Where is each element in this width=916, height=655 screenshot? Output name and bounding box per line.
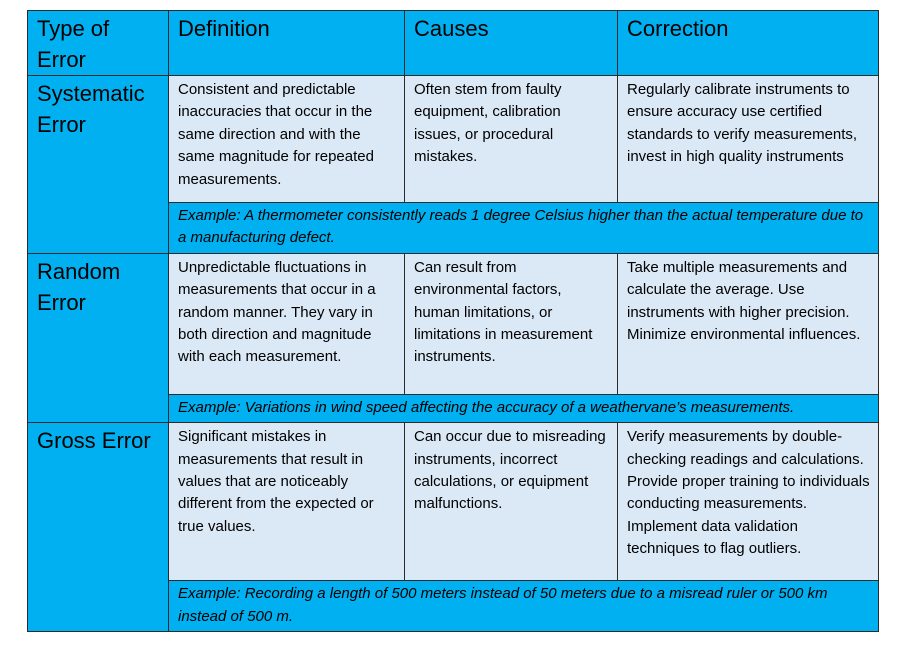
header-definition: Definition xyxy=(169,11,405,76)
table-header-row xyxy=(28,11,879,76)
example-gross: Example: Recording a length of 500 meters instead of 50 meters due to a misread ruler or 500 km instead of 500 m. xyxy=(169,581,879,632)
example-random: Example: Variations in wind speed affecting the accuracy of a weathervane’s measurements. xyxy=(169,394,879,422)
error-types-table-container xyxy=(27,10,879,632)
correction-systematic: Regularly calibrate instruments to ensure accuracy use certified standards to verify measurements, invest in high quality instruments xyxy=(618,76,879,203)
table-row xyxy=(28,253,879,394)
correction-gross: Verify measurements by double-checking readings and calculations. Provide proper training to individuals conducting measurements. Implement data validation techniques to flag outliers. xyxy=(618,423,879,581)
causes-gross: Can occur due to misreading instruments, incorrect calculations, or equipment malfunctions. xyxy=(405,423,618,581)
causes-systematic: Often stem from faulty equipment, calibration issues, or procedural mistakes. xyxy=(405,76,618,203)
correction-random: Take multiple measurements and calculate the average. Use instruments with higher precision. Minimize environmental influences. xyxy=(618,253,879,394)
definition-random: Unpredictable fluctuations in measurements that occur in a random manner. They vary in both direction and magnitude with each measurement. xyxy=(169,253,405,394)
error-type-systematic: Systematic Error xyxy=(28,76,169,254)
causes-random: Can result from environmental factors, human limitations, or limitations in measurement instruments. xyxy=(405,253,618,394)
error-type-gross: Gross Error xyxy=(28,423,169,632)
header-correction: Correction xyxy=(618,11,879,76)
example-systematic: Example: A thermometer consistently reads 1 degree Celsius higher than the actual temperature due to a manufacturing defect. xyxy=(169,203,879,254)
header-causes: Causes xyxy=(405,11,618,76)
header-type-of-error: Type of Error xyxy=(28,11,169,76)
table-row xyxy=(28,423,879,581)
table-row xyxy=(28,76,879,203)
error-type-random: Random Error xyxy=(28,253,169,422)
definition-gross: Significant mistakes in measurements that result in values that are noticeably different from the expected or true values. xyxy=(169,423,405,581)
definition-systematic: Consistent and predictable inaccuracies that occur in the same direction and with the same magnitude for repeated measurements. xyxy=(169,76,405,203)
error-types-table xyxy=(27,10,879,632)
